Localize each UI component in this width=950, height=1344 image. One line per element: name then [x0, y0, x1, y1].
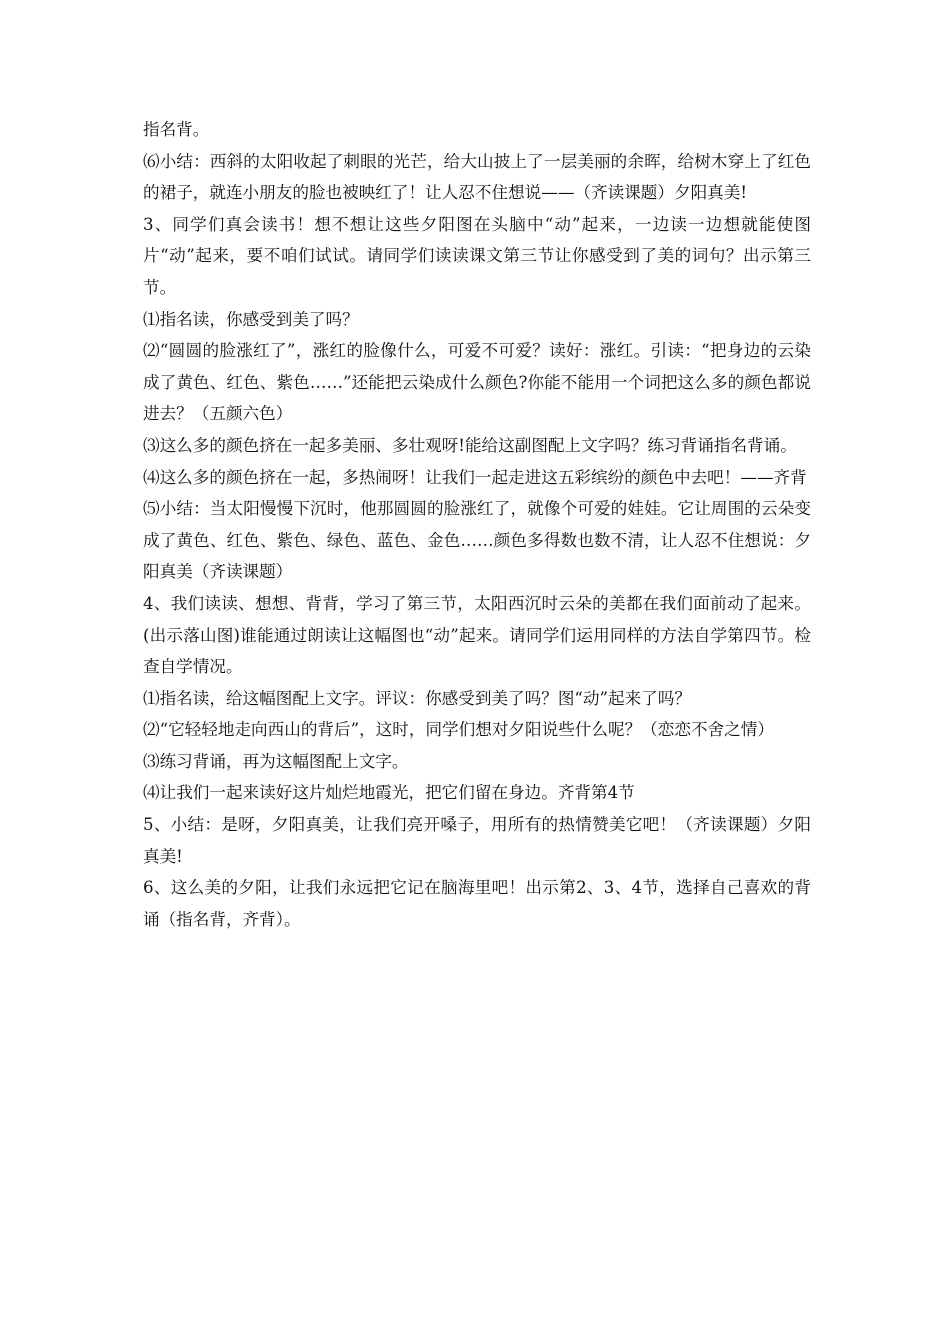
paragraph-2: ⑹小结：西斜的太阳收起了刺眼的光芒，给大山披上了一层美丽的余晖，给树木穿上了红色的裙子，就连小朋友的脸也被映红了！让人忍不住想说——（齐读课题）夕阳真美! — [143, 151, 811, 203]
paragraph-10: ⑴指名读，给这幅图配上文字。评议：你感受到美了吗？图“动”起来了吗？ — [143, 688, 691, 708]
paragraph-12: ⑶练习背诵，再为这幅图配上文字。 — [143, 751, 409, 771]
paragraph-6: ⑶这么多的颜色挤在一起多美丽、多壮观呀!能给这副图配上文字吗？练习背诵指名背诵。 — [143, 435, 797, 455]
paragraph-5: ⑵“圆圆的脸涨红了”，涨红的脸像什么，可爱不可爱？读好：涨红。引读：“把身边的云染成了黄色、红色、紫色……”还能把云染成什么颜色?你能不能用一个词把这么多的颜色都说进去？（五颜六色） — [143, 341, 811, 424]
document-body — [143, 114, 811, 935]
paragraph-4: ⑴指名读，你感受到美了吗？ — [143, 309, 359, 329]
paragraph-8: ⑸小结：当太阳慢慢下沉时，他那圆圆的脸涨红了，就像个可爱的娃娃。它让周围的云朵变成了黄色、红色、紫色、绿色、蓝色、金色……颜色多得数也数不清，让人忍不住想说：夕阳真美（齐读课题） — [143, 499, 811, 582]
paragraph-9: 4、我们读读、想想、背背，学习了第三节，太阳西沉时云朵的美都在我们面前动了起来。(出示落山图)谁能通过朗读让这幅图也“动”起来。请同学们运用同样的方法自学第四节。检查自学情况。 — [143, 593, 811, 677]
paragraph-3: 3、同学们真会读书！想不想让这些夕阳图在头脑中“动”起来，一边读一边想就能使图片“动”起来，要不咱们试试。请同学们读读课文第三节让你感受到了美的词句？出示第三节。 — [143, 214, 811, 297]
paragraph-15: 6、这么美的夕阳，让我们永远把它记在脑海里吧！出示第2、3、4节，选择自己喜欢的背诵（指名背，齐背）。 — [143, 878, 811, 929]
paragraph-13: ⑷让我们一起来读好这片灿烂地霞光，把它们留在身边。齐背第4节 — [143, 783, 635, 803]
paragraph-11: ⑵“它轻轻地走向西山的背后”，这时，同学们想对夕阳说些什么呢？（恋恋不舍之情） — [143, 720, 774, 740]
paragraph-7: ⑷这么多的颜色挤在一起，多热闹呀！让我们一起走进这五彩缤纷的颜色中去吧！——齐背 — [143, 467, 807, 487]
paragraph-14: 5、小结：是呀，夕阳真美，让我们亮开嗓子，用所有的热情赞美它吧！（齐读课题）夕阳真美! — [143, 815, 811, 866]
paragraph-1: 指名背。 — [143, 120, 210, 139]
